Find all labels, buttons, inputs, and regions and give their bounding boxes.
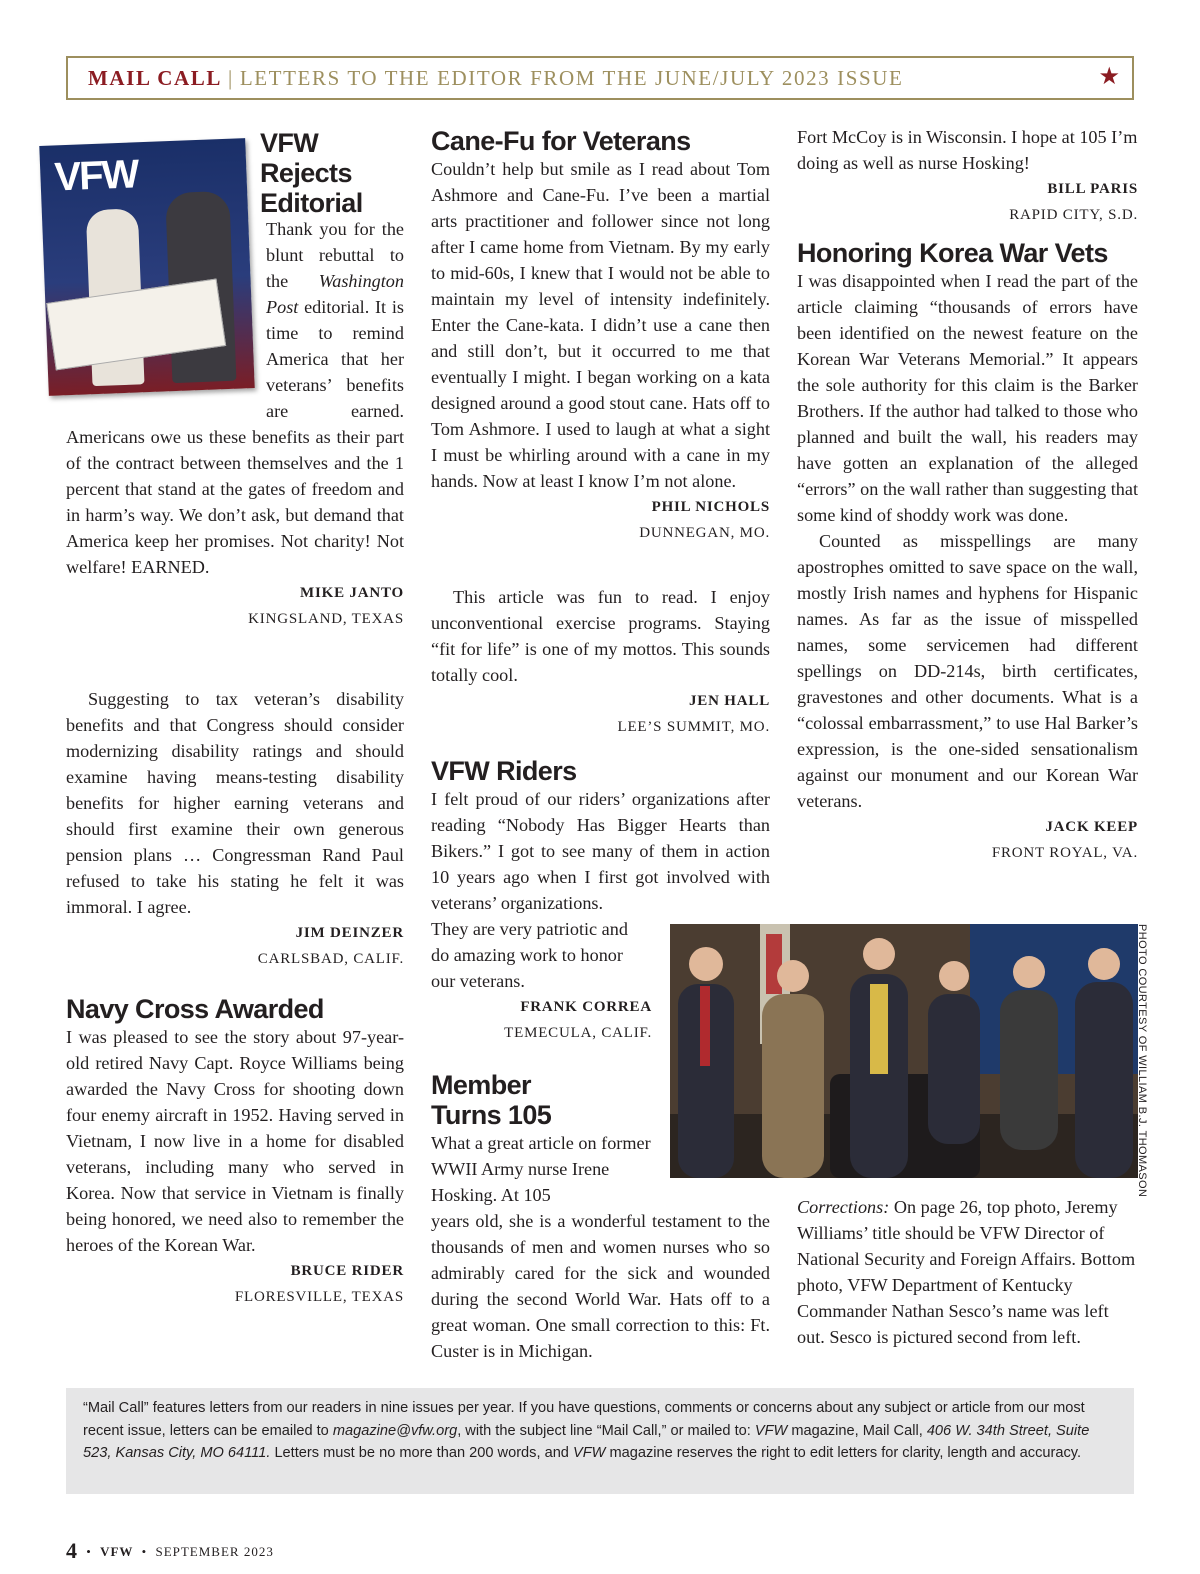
letter-body: What a great article on former WWII Army nurse Irene Hosking. At 105 xyxy=(431,1133,651,1205)
letter-body-continued: They are very patriotic and do amazing work to honor our veterans. xyxy=(431,919,628,991)
letter-body: I was disappointed when I read the part of the article claiming “thousands of errors have been identified on the newest feature on the Korean War Veterans Memorial.” It appears the sole authority for this claim is the Barker Brothers. If the author had talked to those who planned and built the wall, his readers may have gotten an explanation of the alleged “errors” on the wall rather than suggesting that some kind of shoddy work was done. xyxy=(797,271,1138,525)
letter-body: This article was fun to read. I enjoy unconventional exercise programs. Staying “fit for life” is one of my mottos. This sounds totally cool. xyxy=(431,587,770,685)
letter-location: FLORESVILLE, TEXAS xyxy=(234,1289,404,1305)
letter-author: FRANK CORREA xyxy=(520,999,652,1015)
letter-location: FRONT ROYAL, VA. xyxy=(991,845,1138,861)
letter-vfw-rejects-editorial xyxy=(66,128,404,632)
letter-heading: Navy Cross Awarded xyxy=(66,994,324,1024)
photo-credit: PHOTO COURTESY OF WILLIAM B.J. THOMASON xyxy=(1136,924,1148,1198)
letter-location: LEE’S SUMMIT, MO. xyxy=(617,719,770,735)
section-header xyxy=(66,56,1134,100)
letter-body: I felt proud of our riders’ organizations after reading “Nobody Has Bigger Hearts than Bikers.” I got to see many of them in action 10 years ago when I first got involved with veterans’ organizations. xyxy=(431,789,770,913)
section-name: MAIL CALL xyxy=(88,66,223,90)
letter-body-continued: years old, she is a wonderful testament to the thousands of men and women nurses who so admirably cared for the sick and wounded during the second World War. Hats off to a great woman. One small correction to this: Ft. Custer is in Michigan. xyxy=(431,1211,770,1361)
letter-navy-cross xyxy=(66,994,404,1310)
letter-text: Thank you for the blunt rebuttal to the xyxy=(266,219,404,291)
letter-heading: VFW Rejects Editorial xyxy=(260,128,363,218)
info-text: “Mail Call” features letters from our readers in nine issues per year. If you have questions, comments or concerns about any subject or article from our most recent issue, letters can be emailed to xyxy=(83,1400,1085,1439)
letter-heading: Cane-Fu for Veterans xyxy=(431,126,691,156)
footer-bullet: • xyxy=(86,1544,92,1559)
mailing-address: 406 W. 34th Street, Suite 523, Kansas City, MO 64111. xyxy=(83,1422,1090,1461)
info-text: magazine, Mail Call, xyxy=(787,1422,927,1439)
group-photo-illustration xyxy=(670,924,1138,1178)
footer-bullet: • xyxy=(141,1544,148,1559)
letter-author: JIM DEINZER xyxy=(295,925,404,941)
email-link[interactable]: magazine@vfw.org xyxy=(332,1422,458,1439)
cover-wrap-spacer xyxy=(66,122,266,414)
letter-author: BILL PARIS xyxy=(1047,181,1138,197)
letter-body: Couldn’t help but smile as I read about Tom Ashmore and Cane-Fu. I’ve been a martial arts practitioner and follower since not long after I came home from Vietnam. By my early to mid-60s, I knew that I would not be able to maintain my level of intensity indefinitely. Enter the Cane-kata. I didn’t use a cane then and still don’t, but it occurred to me that eventually I might. I began working on a kata designed around a good stout cane. Hats off to Tom Ashmore. I used to laugh at what a sight I must be whirling around with a cane in my hands. Now at least I know I’m not alone. xyxy=(431,159,770,491)
letter-member-turns-105-continued xyxy=(797,124,1138,228)
letter-body: Fort McCoy is in Wisconsin. I hope at 105 I’m doing as well as nurse Hosking! xyxy=(797,127,1138,173)
info-text: magazine reserves the right to edit letters for clarity, length and accuracy. xyxy=(605,1445,1082,1461)
group-photo xyxy=(670,924,1138,1178)
letter-author: JACK KEEP xyxy=(1045,819,1138,835)
letter-author: JEN HALL xyxy=(689,693,770,709)
header-separator: | xyxy=(228,66,234,90)
corrections-text: On page 26, top photo, Jeremy Williams’ title should be VFW Director of National Security and Foreign Affairs. Bottom photo, VFW Department of Kentucky Commander Nathan Sesco’s name was left out. Sesco is pictured second from left. xyxy=(797,1197,1136,1347)
letter-body: Counted as misspellings are many apostrophes omitted to save space on the wall, mostly Irish names and hyphens for Hispanic names. As far as the issue of misspelled names, some servicemen had different spellings on DD-214s, birth certificates, gravestones and other documents. What is a “colossal embarrassment,” to use Hal Barker’s expression, is the one-sided sensationalism against our monument and our Korean War veterans. xyxy=(797,531,1138,811)
letter-location: DUNNEGAN, MO. xyxy=(639,525,770,541)
letter-location: RAPID CITY, S.D. xyxy=(1009,207,1138,223)
letter-location: KINGSLAND, TEXAS xyxy=(248,611,404,627)
mail-call-info-box xyxy=(66,1388,1134,1494)
letter-body: I was pleased to see the story about 97-year-old retired Navy Capt. Royce Williams being awarded the Navy Cross for shooting down four enemy aircraft in 1952. Having served in Vietnam, I now live in a home for disabled veterans, including many who served in Korea. Now that service in Vietnam is finally being honored, we need also to remember the heroes of the Korean War. xyxy=(66,1027,404,1255)
section-subtitle: LETTERS TO THE EDITOR FROM THE JUNE/JULY 2023 ISSUE xyxy=(239,66,904,90)
letter-text: editorial. It is time to remind America that her veterans’ benefits are earned. Americans owe us these benefits as their part of the contract between themselves and the 1 percent that stand at the gates of freedom and in harm’s way. We don’t ask, but demand that America keep her promises. Not charity! Not welfare! EARNED. xyxy=(66,297,404,577)
header-title xyxy=(88,66,903,91)
footer-magazine: VFW xyxy=(100,1544,134,1559)
heading-line: Member xyxy=(431,1070,531,1100)
cover-logo: VFW xyxy=(53,152,139,200)
magazine-name: VFW xyxy=(754,1422,788,1439)
corrections-label: Corrections: xyxy=(797,1197,890,1217)
star-icon: ★ xyxy=(1098,64,1120,90)
corrections-note xyxy=(797,1194,1138,1350)
heading-line: Turns 105 xyxy=(431,1100,552,1130)
letter-location: CARLSBAD, CALIF. xyxy=(257,951,404,967)
letter-body: Suggesting to tax veteran’s disability benefits and that Congress should consider modernizing disability ratings and should examine having means-testing disability benefits for higher earning veterans and should first examine their own generous pension plans … Congressman Rand Paul refused to take his stating he felt it was immoral. I agree. xyxy=(66,689,404,917)
letter-body xyxy=(66,216,404,580)
letter-author: PHIL NICHOLS xyxy=(651,499,770,515)
page-number: 4 xyxy=(66,1538,78,1563)
info-text: , with the subject line “Mail Call,” or mailed to: xyxy=(457,1422,755,1439)
letter-author: BRUCE RIDER xyxy=(290,1263,404,1279)
info-text: Letters must be no more than 200 words, and xyxy=(270,1445,573,1461)
publication-name: Washington Post xyxy=(266,271,404,317)
letter-location: TEMECULA, CALIF. xyxy=(504,1025,652,1041)
magazine-name: VFW xyxy=(572,1445,606,1461)
corrections-body xyxy=(797,1194,1138,1350)
letter-heading: VFW Riders xyxy=(431,756,577,786)
letter-author: MIKE JANTO xyxy=(300,585,404,601)
letter-heading: Honoring Korea War Vets xyxy=(797,238,1108,268)
letter-disability-benefits xyxy=(66,686,404,972)
letter-cane-fu xyxy=(431,126,770,546)
footer-issue-date: SEPTEMBER 2023 xyxy=(155,1544,274,1559)
page-footer xyxy=(66,1538,274,1564)
letter-honoring-korea-war-vets xyxy=(797,238,1138,866)
letter-fit-for-life xyxy=(431,584,770,740)
